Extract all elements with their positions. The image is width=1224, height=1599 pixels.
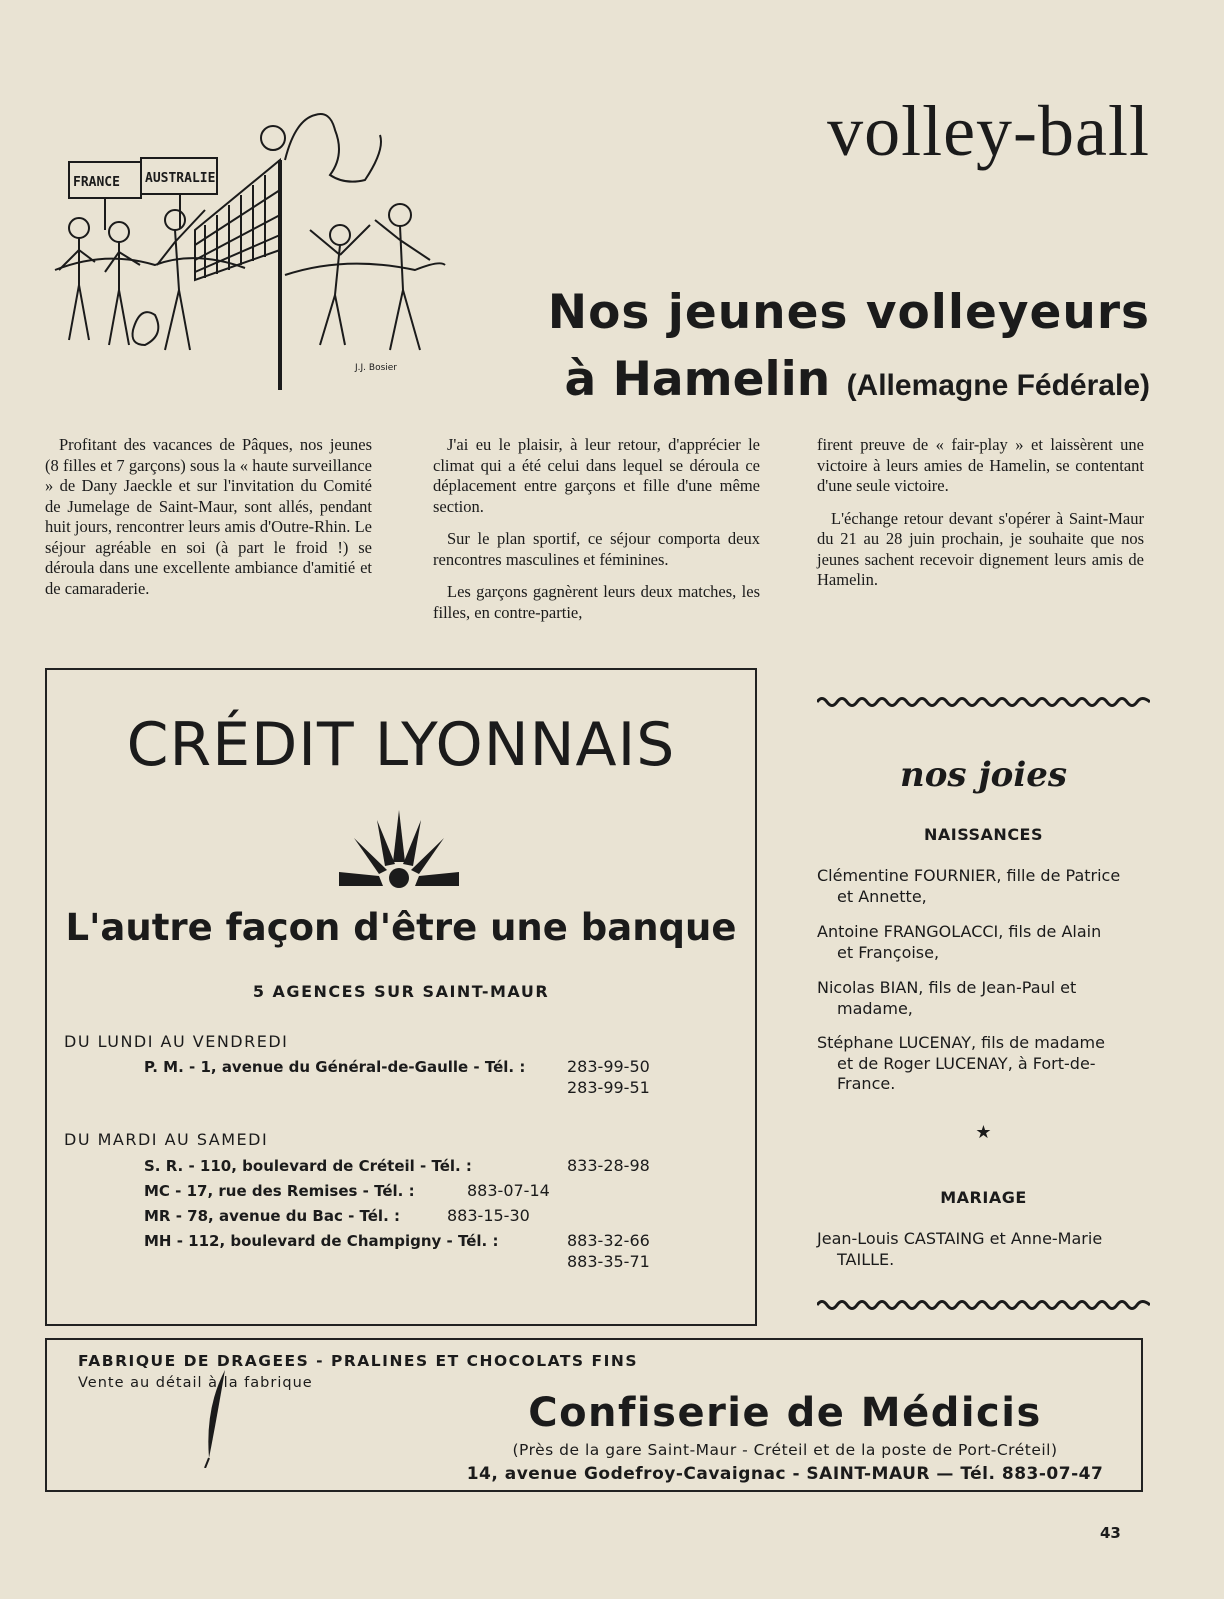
agency-phone: 883-07-14 [467, 1181, 550, 1200]
joies-title: nos joies [899, 755, 1068, 795]
headline-line2 [470, 352, 1150, 407]
confiserie-products: FABRIQUE DE DRAGEES - PRALINES ET CHOCOLATS FINS [78, 1352, 638, 1370]
paragraph: Les garçons gagnèrent leurs deux matches, les filles, en contre-partie, [433, 582, 760, 622]
naissance-entry [817, 978, 1150, 1019]
naissance-entry [817, 1033, 1150, 1095]
headline-line2-main: à Hamelin [564, 352, 831, 407]
entry-first: Nicolas BIAN, fils de Jean-Paul et [817, 978, 1077, 997]
confiserie-ad [45, 1338, 1143, 1492]
entry-first: Clémentine FOURNIER, fille de Patrice [817, 866, 1121, 885]
paragraph: Profitant des vacances de Pâques, nos jeunes (8 filles et 7 garçons) sous la « haute surveillance » de Dany Jaeckle et sur l'invitation du Comité de Jumelage de Saint-Maur, sont allés, pendant huit jours, rencontrer leurs amis d'Outre-Rhin. Le séjour agréable en soi (à part le froid !) se déroula dans une excellente ambiance d'amitié et de camaraderie. [45, 435, 372, 598]
weekday-label: DU LUNDI AU VENDREDI [64, 1032, 289, 1051]
bank-name: CRÉDIT LYONNAIS [126, 710, 676, 780]
entry-rest: et Françoise, [837, 942, 940, 962]
entry-rest: et Annette, [837, 886, 927, 906]
confiserie-retail: Vente au détail à la fabrique [78, 1375, 313, 1391]
article-column-3 [817, 435, 1144, 603]
agencies-heading: 5 AGENCES SUR SAINT-MAUR [252, 982, 550, 1001]
headline-line2-sub: (Allemagne Fédérale) [846, 369, 1150, 402]
paragraph: Sur le plan sportif, ce séjour comporta deux rencontres masculines et féminines. [433, 529, 760, 569]
sign-right-text: AUSTRALIE [145, 171, 216, 186]
agency-phone: 883-35-71 [567, 1252, 650, 1271]
agency-phone: 883-15-30 [447, 1206, 530, 1225]
sign-left-text: FRANCE [73, 175, 120, 190]
agency-phone: 883-32-66 [567, 1231, 650, 1250]
saturday-label: DU MARDI AU SAMEDI [64, 1130, 269, 1149]
agency-address: S. R. - 110, boulevard de Créteil - Tél. : [144, 1157, 472, 1175]
volleyball-cartoon-illustration [45, 100, 455, 400]
entry-rest: et de Roger LUCENAY, à Fort-de-France. [837, 1053, 1096, 1093]
confiserie-location: (Près de la gare Saint-Maur - Créteil et de la poste de Port-Créteil) [512, 1441, 1058, 1459]
star-separator: ★ [975, 1122, 992, 1143]
naissance-entry [817, 922, 1150, 963]
naissance-entry [817, 866, 1150, 907]
bank-slogan: L'autre façon d'être une banque [65, 906, 737, 949]
entry-first: Jean-Louis CASTAING et Anne-Marie [817, 1229, 1103, 1248]
entry-rest: madame, [837, 998, 913, 1018]
credit-lyonnais-logo [339, 810, 459, 890]
agency-address: MR - 78, avenue du Bac - Tél. : [144, 1207, 400, 1225]
agency-address: P. M. - 1, avenue du Général-de-Gaulle - Tél. : [144, 1058, 526, 1076]
mariage-entry [817, 1229, 1150, 1270]
wavy-divider-top [817, 695, 1150, 709]
article-column-1 [45, 435, 372, 611]
entry-rest: TAILLE. [837, 1249, 895, 1269]
paragraph: J'ai eu le plaisir, à leur retour, d'apprécier le climat qui a été celui dans lequel se déroula ce déplacement entre garçons et fille d'une même section. [433, 435, 760, 516]
headline-line1: Nos jeunes volleyeurs [547, 285, 1150, 340]
mariage-heading: MARIAGE [940, 1188, 1027, 1207]
paragraph: firent preuve de « fair-play » et laissèrent une victoire à leurs amies de Hamelin, se contentant d'une seule victoire. [817, 435, 1144, 495]
entry-first: Stéphane LUCENAY, fils de madame [817, 1033, 1105, 1052]
article-column-2 [433, 435, 760, 635]
paragraph: L'échange retour devant s'opérer à Saint-Maur du 21 au 28 juin prochain, je souhaite que nos jeunes sachent recevoir dignement leurs amis de Hamelin. [817, 508, 1144, 589]
credit-lyonnais-ad [45, 668, 757, 1326]
illustrator-signature: J.J. Bosier [355, 363, 397, 373]
agency-phone: 833-28-98 [567, 1156, 650, 1175]
agency-address: MH - 112, boulevard de Champigny - Tél. : [144, 1232, 499, 1250]
naissances-heading: NAISSANCES [923, 825, 1044, 844]
entry-first: Antoine FRANGOLACCI, fils de Alain [817, 922, 1102, 941]
page-number: 43 [1100, 1524, 1121, 1542]
agency-address: MC - 17, rue des Remises - Tél. : [144, 1182, 415, 1200]
feather-icon [195, 1368, 235, 1468]
wavy-divider-bottom [817, 1298, 1150, 1312]
confiserie-address: 14, avenue Godefroy-Cavaignac - SAINT-MAUR — Tél. 883-07-47 [466, 1464, 1104, 1484]
confiserie-name: Confiserie de Médicis [528, 1390, 1042, 1436]
agency-phone: 283-99-50 [567, 1057, 650, 1076]
section-title: volley-ball [827, 91, 1150, 171]
agency-phone: 283-99-51 [567, 1078, 650, 1097]
